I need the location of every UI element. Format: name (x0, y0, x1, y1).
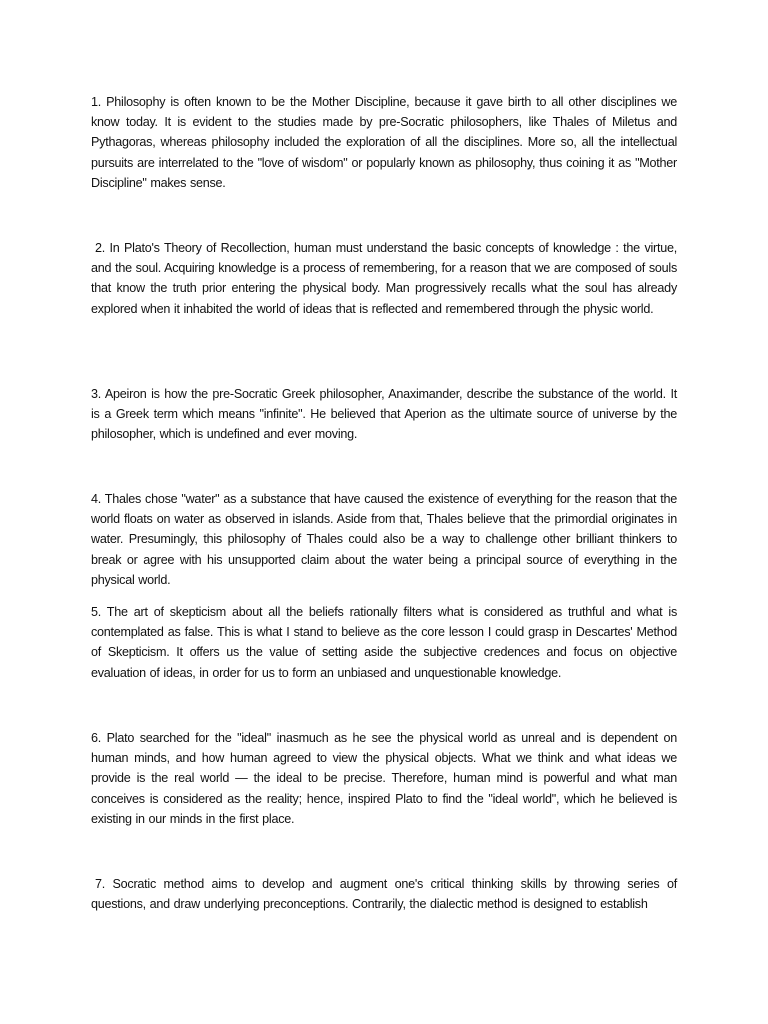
paragraph-3: 3. Apeiron is how the pre-Socratic Greek philosopher, Anaximander, describe the substance of the world. It is a Greek term which means "infinite". He believed that Aperion as the ultimate source of universe by the philosopher, which is undefined and ever moving. (91, 387, 677, 442)
paragraph-5: 5. The art of skepticism about all the beliefs rationally filters what is considered as truthful and what is contemplated as false. This is what I stand to believe as the core lesson I could grasp in Descartes' Method of Skepticism. It offers us the value of setting aside the subjective credences and focus on objective evaluation of ideas, in order for us to form an unbiased and unquestionable knowledge. (91, 605, 677, 680)
paragraph-7: 7. Socratic method aims to develop and augment one's critical thinking skills by throwing series of questions, and draw underlying preconceptions. Contrarily, the dialectic method is designed to establish (91, 877, 677, 912)
paragraph-6: 6. Plato searched for the "ideal" inasmuch as he see the physical world as unreal and is dependent on human minds, and how human agreed to view the physical objects. What we think and what ideas we provide is the real world — the ideal to be precise. Therefore, human mind is powerful and what man conceives is considered as the reality; hence, inspired Plato to find the "ideal world", which he believed is existing in our minds in the first place. (91, 731, 677, 826)
paragraph-1: 1. Philosophy is often known to be the Mother Discipline, because it gave birth to all other disciplines we know today. It is evident to the studies made by pre-Socratic philosophers, like Thales of Miletus and Pythagoras, whereas philosophy included the exploration of all the disciplines. More so, all the intellectual pursuits are interrelated to the "love of wisdom" or popularly known as philosophy, thus coining it as "Mother Discipline" makes sense. (91, 95, 677, 190)
paragraph-2: 2. In Plato's Theory of Recollection, human must understand the basic concepts of knowledge : the virtue, and the soul. Acquiring knowledge is a process of remembering, for a reason that we are composed of souls that know the truth prior entering the physical body. Man progressively recalls what the soul has already explored when it inhabited the world of ideas that is reflected and remembered through the physic world. (91, 241, 677, 316)
paragraph-4: 4. Thales chose "water" as a substance that have caused the existence of everything for the reason that the world floats on water as observed in islands. Aside from that, Thales believe that the primordial originates in water. Presumingly, this philosophy of Thales could also be a way to challenge other brilliant thinkers to break or agree with his unsupported claim about the water being a principal source of everything in the physical world. (91, 492, 677, 587)
